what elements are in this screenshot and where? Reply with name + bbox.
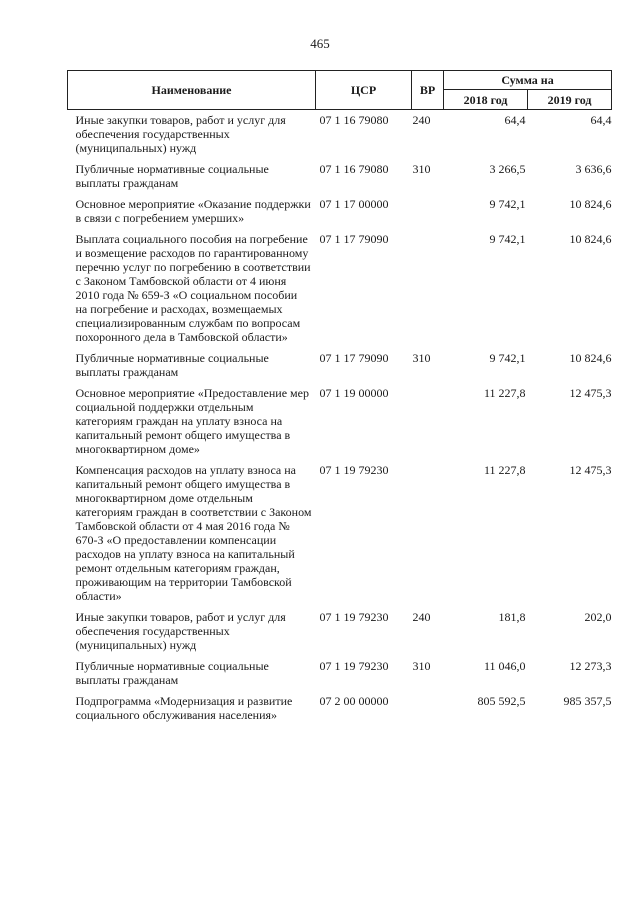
table-row: [68, 194, 612, 229]
row-csr: 07 1 17 79090: [319, 232, 389, 246]
table-row: [68, 460, 612, 607]
header-name: Наименование: [68, 71, 316, 110]
header-sum: Сумма на: [444, 71, 612, 90]
row-csr: 07 1 16 79080: [319, 162, 389, 176]
row-vr: [412, 691, 444, 726]
table-row: [68, 607, 612, 656]
row-sum-2018: 64,4: [504, 113, 526, 127]
header-vr: ВР: [412, 71, 444, 110]
row-name: Иные закупки товаров, работ и услуг для обеспечения государственных (муниципальных) нужд: [75, 610, 286, 652]
row-sum-2019: 12 475,3: [569, 386, 612, 400]
row-sum-2018: 9 742,1: [489, 351, 526, 365]
row-name: Основное мероприятие «Предоставление мер социальной поддержки отдельным категориям граждан на уплату взноса на капитальный ремонт общего имущества в многоквартирном доме»: [75, 386, 309, 456]
row-sum-2019: 10 824,6: [569, 351, 612, 365]
row-sum-2019: 3 636,6: [575, 162, 612, 176]
row-csr: 07 1 16 79080: [319, 113, 389, 127]
budget-table: [67, 70, 612, 726]
row-sum-2018: 181,8: [498, 610, 526, 624]
row-name: Публичные нормативные социальные выплаты гражданам: [75, 162, 269, 190]
row-sum-2018: 9 742,1: [489, 232, 526, 246]
row-sum-2019: 10 824,6: [569, 197, 612, 211]
header-year-2018: 2018 год: [444, 90, 528, 110]
row-sum-2018: 805 592,5: [477, 694, 526, 708]
row-vr: [412, 460, 444, 607]
row-csr: 07 1 17 00000: [319, 197, 389, 211]
row-csr: 07 1 19 79230: [319, 659, 389, 673]
row-vr: 240: [412, 610, 431, 624]
header-year-2019: 2019 год: [528, 90, 612, 110]
row-name: Иные закупки товаров, работ и услуг для обеспечения государственных (муниципальных) нужд: [75, 113, 286, 155]
row-csr: 07 1 17 79090: [319, 351, 389, 365]
row-csr: 07 1 19 00000: [319, 386, 389, 400]
row-vr: [412, 194, 444, 229]
row-vr: 240: [412, 113, 431, 127]
page-number: 465: [310, 36, 330, 51]
table-row: [68, 348, 612, 383]
row-sum-2018: 11 227,8: [483, 463, 526, 477]
table-row: [68, 656, 612, 691]
row-name: Публичные нормативные социальные выплаты гражданам: [75, 351, 269, 379]
row-sum-2019: 64,4: [590, 113, 612, 127]
header-csr: ЦСР: [316, 71, 412, 110]
row-vr: 310: [412, 659, 431, 673]
table-row: [68, 383, 612, 460]
row-name: Основное мероприятие «Оказание поддержки в связи с погребением умерших»: [75, 197, 311, 225]
row-name: Выплата социального пособия на погребение и возмещение расходов по гарантированному перечню услуг по погребению в соответствии с Законом Тамбовской области от 4 июня 2010 года № 659-З «О социальном пособии на погребение и расходах, возмещаемых специализированным службам по вопросам похоронного дела в Тамбовской области»: [75, 232, 311, 344]
row-name: Подпрограмма «Модернизация и развитие социального обслуживания населения»: [75, 694, 293, 722]
row-vr: [412, 383, 444, 460]
row-sum-2019: 12 475,3: [569, 463, 612, 477]
table-row: [68, 691, 612, 726]
table-row: [68, 229, 612, 348]
row-name: Компенсация расходов на уплату взноса на капитальный ремонт общего имущества в многоквартирном доме отдельным категориям граждан в соответствии с Законом Тамбовской области от 4 мая 2016 года № 670-З «О предоставлении компенсации расходов на уплату взноса на капитальный ремонт отдельным категориям граждан, проживающим на территории Тамбовской области»: [75, 463, 312, 603]
row-vr: 310: [412, 351, 431, 365]
row-sum-2019: 12 273,3: [569, 659, 612, 673]
row-vr: 310: [412, 162, 431, 176]
row-sum-2019: 985 357,5: [563, 694, 612, 708]
row-sum-2018: 9 742,1: [489, 197, 526, 211]
row-sum-2019: 10 824,6: [569, 232, 612, 246]
row-sum-2018: 3 266,5: [489, 162, 526, 176]
row-csr: 07 1 19 79230: [319, 610, 389, 624]
row-csr: 07 2 00 00000: [319, 694, 389, 708]
row-csr: 07 1 19 79230: [319, 463, 389, 477]
row-vr: [412, 229, 444, 348]
row-sum-2018: 11 227,8: [483, 386, 526, 400]
row-sum-2018: 11 046,0: [483, 659, 526, 673]
row-name: Публичные нормативные социальные выплаты гражданам: [75, 659, 269, 687]
table-row: [68, 159, 612, 194]
row-sum-2019: 202,0: [584, 610, 612, 624]
table-row: [68, 110, 612, 160]
